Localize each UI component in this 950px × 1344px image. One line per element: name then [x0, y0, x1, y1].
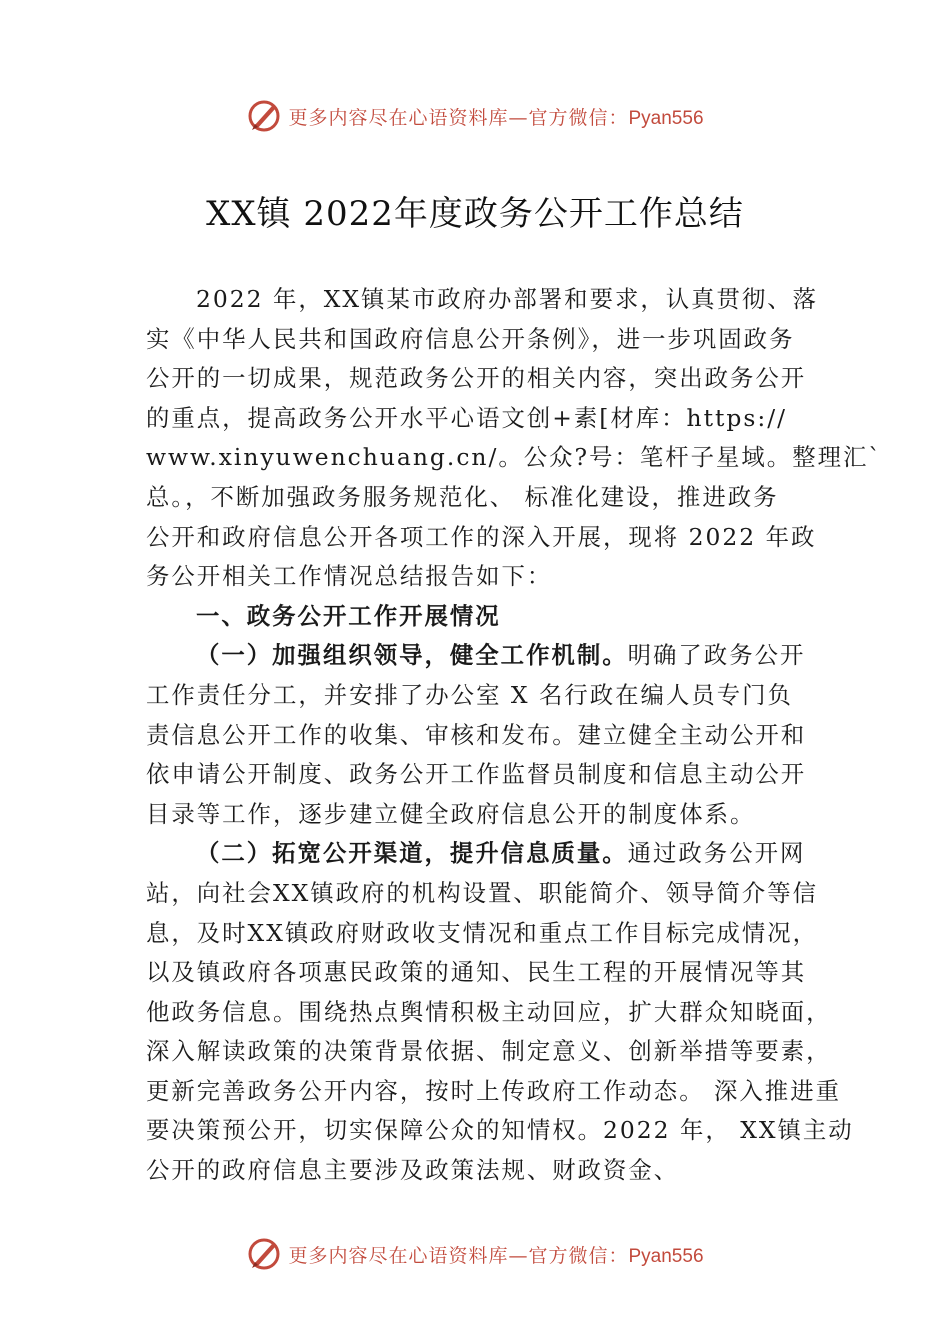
- header-banner-text: [288, 103, 703, 130]
- body-line: 公开的一切成果，规范政务公开的相关内容，突出政务公开: [146, 364, 807, 393]
- subsection-1-first-line: [146, 636, 822, 676]
- banner-main-text: 更多内容尽在心语资料库: [288, 1244, 509, 1267]
- body-line: 依申请公开制度、政务公开工作监督员制度和信息主动公开: [146, 760, 807, 789]
- body-text: 通过政务公开网: [627, 839, 806, 868]
- banner-dash: —: [508, 1244, 529, 1267]
- body-line: 的重点，提高政务公开水平心语文创+素[材库：https://: [146, 403, 788, 432]
- banner-wechat-id: Pyan556: [628, 1245, 704, 1267]
- footer-banner-text: [288, 1241, 703, 1268]
- body-line: 息，及时XX镇政府财政收支情况和重点工作目标完成情况，: [146, 918, 819, 947]
- document-body: [146, 280, 883, 1191]
- body-line: 更新完善政务公开内容，按时上传政府工作动态。 深入推进重: [146, 1076, 841, 1105]
- document-title: XX镇 2022年度政务公开工作总结: [206, 194, 744, 234]
- footer-banner: [0, 1234, 950, 1274]
- body-line: 深入解读政策的决策背景依据、制定意义、创新举措等要素，: [146, 1037, 832, 1066]
- body-line: www.xinyuwenchuang.cn/。公众?号：笔杆子星域。整理汇`: [146, 443, 883, 472]
- body-line: 目录等工作，逐步建立健全政府信息公开的制度体系。: [146, 799, 756, 828]
- banner-wechat-label: 官方微信：: [528, 1244, 629, 1267]
- banner-main-text: 更多内容尽在心语资料库: [288, 106, 509, 129]
- body-line: 以及镇政府各项惠民政策的通知、民生工程的开展情况等其: [146, 958, 807, 987]
- body-line: 总。，不断加强政务服务规范化、 标准化建设，推进政务: [146, 482, 779, 511]
- header-banner: [0, 96, 950, 136]
- body-line: 公开的政府信息主要涉及政策法规、财政资金、: [146, 1156, 680, 1185]
- body-line: 公开和政府信息公开各项工作的深入开展，现将 2022 年政: [146, 522, 817, 551]
- body-line: 实《中华人民共和国政府信息公开条例》，进一步巩固政务: [146, 324, 795, 353]
- pen-logo-icon: [246, 98, 282, 134]
- body-line: 责信息公开工作的收集、审核和发布。建立健全主动公开和: [146, 720, 807, 749]
- body-line: 工作责任分工，并安排了办公室 X 名行政在编人员专门负: [146, 680, 793, 709]
- banner-wechat-label: 官方微信：: [528, 106, 629, 129]
- body-text: 明确了政务公开: [627, 641, 806, 670]
- subsection-1-title: （一）加强组织领导，健全工作机制。: [196, 641, 628, 670]
- body-line: 2022 年，XX镇某市政府办部署和要求，认真贯彻、落: [196, 285, 819, 313]
- pen-logo-icon: [246, 1236, 282, 1272]
- body-line: 站，向社会XX镇政府的机构设置、职能简介、领导简介等信: [146, 878, 819, 907]
- section-heading: 一、政务公开工作开展情况: [196, 601, 501, 630]
- subsection-2-title: （二）拓宽公开渠道，提升信息质量。: [196, 839, 628, 868]
- banner-dash: —: [508, 106, 529, 129]
- subsection-2-first-line: [146, 834, 822, 874]
- body-line: 他政务信息。围绕热点舆情积极主动回应，扩大群众知晓面，: [146, 997, 832, 1026]
- body-line: 务公开相关工作情况总结报告如下：: [146, 562, 553, 591]
- banner-wechat-id: Pyan556: [628, 107, 704, 129]
- body-line: 要决策预公开，切实保障公众的知情权。2022 年， XX镇主动: [146, 1116, 854, 1145]
